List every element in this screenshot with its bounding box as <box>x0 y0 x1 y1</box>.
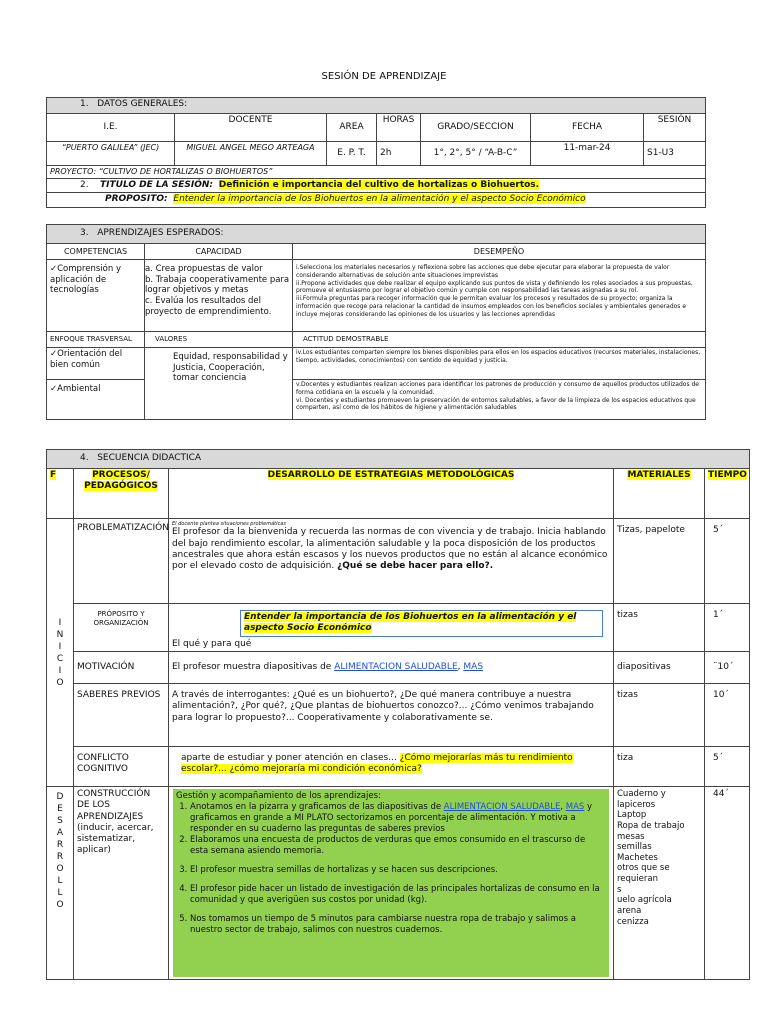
value-ie: “PUERTO GALILEA” (JEC) <box>47 142 175 166</box>
material-construccion: Cuaderno y lapiceros Laptop Ropa de trabajo mesas semillas Machetes otros que se requieran s uelo agrícola arena cenizza <box>614 787 705 980</box>
header-ie: I.E. <box>47 114 175 142</box>
header-procesos: PROCESOS/ PEDAGÓGICOS <box>74 469 169 519</box>
actitud-1: iv.Los estudiantes comparten siempre los bienes disponibles para ellos en los espacios educativos (recursos materiales, instalaciones, tiempo, actividades, conocimientos) con sentido de equidad y justicia. <box>293 348 706 380</box>
desarrollo-saberes: A través de interrogantes: ¿Qué es un biohuerto?, ¿De qué manera contribuye a nuestra alimentación?, ¿Por qué?, ¿Que plantas de biohuertos conozco?... ¿Cómo venimos trabajando para lograr lo propuesto?... Cooperativamente y colaborativamente se. <box>169 684 614 747</box>
value-fecha: 11-mar-24 <box>531 142 644 166</box>
desempeno-3: iii.Formula preguntas para recoger información que le permitan evaluar los procesos y resultados de su proyecto; organiza la información que recoge para relacionar la cantidad de insumos empleados con los beneficios sociales y ambientales generados e incluye mejoras considerando las opiniones de los usuarios y las lecciones aprendidas <box>296 295 687 318</box>
section-3-heading: 3. APRENDIZAJES ESPERADOS: <box>47 225 706 244</box>
header-competencias: COMPETENCIAS <box>47 244 145 260</box>
capacidad-c: c. Evalúa los resultados del proyecto de emprendimiento. <box>145 295 272 317</box>
tiempo-problematizacion: 5´ <box>705 519 750 604</box>
link-alimentacion-saludable-2[interactable]: ALIMENTACION SALUDABLE <box>443 802 561 813</box>
tiempo-saberes: 10´ <box>705 684 750 747</box>
header-enfoque: ENFOQUE TRASVERSAL <box>47 332 145 348</box>
competencia-cell <box>47 260 145 332</box>
header-fecha: FECHA <box>531 114 644 142</box>
value-grado: 1°, 2°, 5° / “A-B-C” <box>421 142 531 166</box>
desarrollo-construccion <box>169 787 614 980</box>
header-docente: DOCENTE <box>175 114 327 142</box>
proceso-construccion: CONSTRUCCIÓN DE LOS APRENDIZAJES (inducir, acercar, sistematizar, aplicar) <box>74 787 169 980</box>
material-motivacion: diapositivas <box>614 652 705 684</box>
value-horas: 2h <box>377 142 421 166</box>
fase-desarrollo: D E S A R R O L L O <box>47 787 74 980</box>
proposito-text: Entender la importancia de los Biohuertos en la alimentación y el aspecto Socio Económico <box>173 194 586 205</box>
construccion-item-4: 4. El profesor pide hacer un listado de investigación de las principales hortalizas de consumo en la comunidad y que averigüen sus costos por unidad (kg). <box>190 884 606 906</box>
header-desarrollo: DESARROLLO DE ESTRATEGIAS METODOLÓGICAS <box>169 469 614 519</box>
desarrollo-problematizacion: El docente plantea situaciones problemáticas El profesor da la bienvenida y recuerda las normas de con vivencia y de trabajo. Inicia hablando del bajo rendimiento escolar, la alimentación saludable y la poca disposición de los productos ancestrales que ahora están escasos y los nuevos productos que no están al alcance económico por el elevado costo de adquisición. ¿Qué se debe hacer para ello?. <box>169 519 614 604</box>
material-problematizacion: Tizas, papelote <box>614 519 705 604</box>
tiempo-conflicto: 5´ <box>705 747 750 787</box>
construccion-item-5: 5. Nos tomamos un tiempo de 5 minutos para cambiarse nuestra ropa de trabajo y salimos a nuestro sector de trabajo, salimos con nuestros cuadernos. <box>190 914 606 936</box>
header-area: AREA <box>327 114 377 142</box>
titulo-sesion-text: Definición e importancia del cultivo de hortalizas o Biohuertos. <box>218 180 540 190</box>
proceso-motivacion: MOTIVACIÓN <box>74 652 169 684</box>
link-mas-2[interactable]: MAS <box>565 802 585 813</box>
enfoque-1: ✓ Orientación del bien común <box>47 348 145 380</box>
link-mas[interactable]: MAS <box>463 661 484 672</box>
header-f: F <box>47 469 74 519</box>
document-title: SESIÓN DE APRENDIZAJE <box>321 71 447 82</box>
header-desempeno: DESEMPEÑO <box>293 244 706 260</box>
desempeno-cell <box>293 260 706 332</box>
tiempo-motivacion: ¨10´ <box>705 652 750 684</box>
header-horas: HORAS <box>377 114 421 142</box>
value-docente: MIGUEL ANGEL MEGO ARTEAGA <box>175 142 327 166</box>
proceso-saberes: SABERES PREVIOS <box>74 684 169 747</box>
header-valores: VALORES <box>145 332 293 348</box>
material-conflicto: tiza <box>614 747 705 787</box>
valores-cell: Equidad, responsabilidad y Justicia, Cooperación, tomar conciencia <box>145 348 293 420</box>
proceso-proposito: PRÓPOSITO Y ORGANIZACIÓN <box>74 604 169 652</box>
value-sesion: S1-U3 <box>644 142 706 166</box>
enfoque-2: ✓ Ambiental <box>47 380 145 420</box>
tiempo-proposito: 1´ <box>705 604 750 652</box>
material-proposito: tizas <box>614 604 705 652</box>
desarrollo-motivacion: El profesor muestra diapositivas de ALIMENTACION SALUDABLE, MAS <box>169 652 614 684</box>
header-materiales: MATERIALES <box>614 469 705 519</box>
construccion-green-box: Gestión y acompañamiento de los aprendizajes: 1. Anotamos en la pizarra y graficamos de las diapositivas de ALIMENTACION SALUDABLE, MAS y graficamos en grande a MI PLATO sectorizamos en porcentaje de alimentación. Y motiva a responder en su cuaderno las preguntas de saberes previos 2. Elaboramos una encuesta de productos de verduras que emos consumido en el trascurso de esta semana asiendo memoria. 3. El profesor muestra semillas de hortalizas y se hacen sus descripciones. 4. El profesor pide hacer un listado de investigación de las principales hortalizas de consumo en la comunidad y que averigüen sus costos por unidad (kg). 5. Nos tomamos un tiempo de 5 minutos para cambiarse nuestra ropa de trabajo y salimos a nuestro sector de trabajo, salimos con nuestros cuadernos. <box>173 789 609 977</box>
actitud-2: v.Docentes y estudiantes realizan acciones para identificar los patrones de producción y consumo de aquellos productos utilizados de forma cotidiana en la escuela y la comunidad. vi. Docentes y estudiantes promueven la preservación de entornos saludables, a favor de la limpieza de los espacios educativos que comparten, así como de los hábitos de higiene y alimentación saludables <box>293 380 706 420</box>
material-saberes: tizas <box>614 684 705 747</box>
capacidad-a: a. Crea propuestas de valor <box>145 264 263 274</box>
header-grado: GRADO/SECCION <box>421 114 531 142</box>
capacidad-b: b. Trabaja cooperativamente para lograr objetivos y metas <box>145 274 290 296</box>
proposito-line: PROPOSITO: Entender la importancia de los Biohuertos en la alimentación y el aspecto Socio Económico <box>47 193 706 207</box>
header-tiempo: TIEMPO <box>705 469 750 519</box>
proceso-conflicto: CONFLICTO COGNITIVO <box>74 747 169 787</box>
capacidad-cell <box>145 260 293 332</box>
header-capacidad: CAPACIDAD <box>145 244 293 260</box>
proposito-box: Entender la importancia de los Biohuertos en la alimentación y el aspecto Socio Económico <box>240 610 603 637</box>
construccion-item-1: 1. Anotamos en la pizarra y graficamos de las diapositivas de ALIMENTACION SALUDABLE, MAS y graficamos en grande a MI PLATO sectorizamos en porcentaje de alimentación. Y motiva a responder en su cuaderno las preguntas de saberes previos <box>190 802 606 835</box>
header-actitud: ACTITUD DEMOSTRABLE <box>293 332 706 348</box>
desempeno-1: i.Selecciona los materiales necesarios y reflexiona sobre las acciones que debe ejecutar para elaborar la propuesta de valor considerando alternativas de solución ante situaciones imprevistas <box>296 264 670 279</box>
datos-generales-table <box>46 97 706 208</box>
value-area: E. P. T. <box>327 142 377 166</box>
link-alimentacion-saludable[interactable]: ALIMENTACION SALUDABLE <box>334 661 458 672</box>
titulo-sesion-line: 2. TITULO DE LA SESIÓN: Definición e importancia del cultivo de hortalizas o Biohuertos. <box>47 179 706 193</box>
section-4-heading: 4. SECUENCIA DIDACTICA <box>47 450 750 469</box>
secuencia-didactica-table <box>46 449 750 980</box>
aprendizajes-esperados-table <box>46 224 706 420</box>
competencia-item: ✓ Comprensión y aplicación de tecnologías <box>50 264 141 296</box>
desarrollo-conflicto: aparte de estudiar y poner atención en clases... ¿Cómo mejorarías más tu rendimiento escolar?... ¿cómo mejoraría mi condición económica? <box>169 747 614 787</box>
section-1-heading: 1. DATOS GENERALES: <box>47 98 706 114</box>
proyecto-line: PROYECTO: “CULTIVO DE HORTALIZAS O BIOHUERTOS” <box>47 166 706 179</box>
header-sesion: SESIÓN <box>644 114 706 142</box>
desempeno-2: ii.Propone actividades que debe realizar el equipo explicando sus puntos de vista y definiendo los roles asociados a sus propuestas, promueve el entusiasmo por lograr el objetivo común y cumple con responsabilidad las tareas asignadas a su rol. <box>296 279 693 295</box>
proceso-problematizacion: PROBLEMATIZACIÓN <box>74 519 169 604</box>
construccion-item-2: 2. Elaboramos una encuesta de productos de verduras que emos consumido en el trascurso de esta semana asiendo memoria. <box>190 835 606 857</box>
construccion-item-3: 3. El profesor muestra semillas de hortalizas y se hacen sus descripciones. <box>190 865 606 876</box>
tiempo-construccion: 44´ <box>705 787 750 980</box>
fase-inicio: I N I C I O <box>47 519 74 787</box>
desarrollo-proposito: Entender la importancia de los Biohuertos en la alimentación y el aspecto Socio Económico El qué y para qué <box>169 604 614 652</box>
